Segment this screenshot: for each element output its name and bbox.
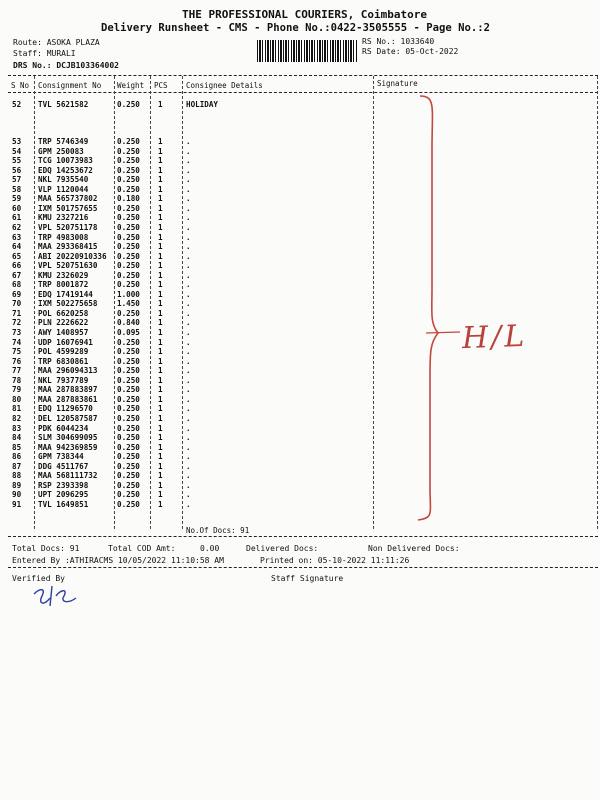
row-sno: 88 — [12, 471, 22, 481]
row-sno: 86 — [12, 452, 22, 462]
row-consignee: . — [186, 375, 191, 385]
row-sno: 73 — [12, 328, 22, 337]
row-pcs: 1 — [158, 308, 163, 318]
rs-date: RS Date: 05-Oct-2022 — [362, 47, 459, 56]
row-pcs: 1 — [158, 423, 163, 433]
row-sno: 81 — [12, 404, 22, 414]
row-consignee: . — [186, 184, 191, 194]
row-consignment: EDQ 14253672 — [38, 165, 93, 175]
row-consignee: . — [186, 280, 191, 290]
row-consignee: . — [186, 318, 191, 328]
row-consignee: . — [186, 308, 191, 318]
row-consignee: . — [186, 146, 191, 156]
row-consignee: . — [186, 490, 191, 500]
row-weight: 0.250 — [117, 308, 140, 318]
row-consignment: IXM 501757655 — [38, 203, 98, 213]
row-sno: 60 — [12, 203, 22, 213]
row-consignee: . — [186, 442, 191, 452]
table-top-rule — [8, 75, 598, 76]
row-sno: 78 — [12, 375, 22, 385]
col-header-consignee: Consignee Details — [186, 81, 263, 90]
row-weight: 0.250 — [117, 280, 140, 290]
row-consignment: TVL 5621582 — [38, 100, 89, 109]
row-pcs: 1 — [158, 413, 163, 423]
row-consignment: PDK 6044234 — [38, 423, 89, 433]
row-weight: 0.250 — [117, 261, 140, 271]
row-weight: 0.250 — [117, 251, 140, 261]
company-title: THE PROFESSIONAL COURIERS, Coimbatore — [182, 8, 428, 21]
row-consignee: . — [186, 356, 191, 366]
row-weight: 0.250 — [117, 184, 140, 194]
row-pcs: 1 — [158, 242, 163, 252]
barcode — [257, 40, 357, 62]
row-weight: 0.840 — [117, 318, 140, 328]
row-consignment: PLN 2226622 — [38, 318, 89, 328]
row-weight: 0.250 — [117, 366, 140, 376]
row-consignee: . — [186, 347, 191, 357]
row-consignment: EDQ 11296570 — [38, 404, 93, 414]
row-consignee: . — [186, 251, 191, 261]
row-consignment: VPL 520751178 — [38, 222, 98, 232]
row-sno: 76 — [12, 356, 22, 366]
row-consignee: . — [186, 328, 191, 337]
row-pcs: 1 — [158, 442, 163, 452]
row-consignee: . — [186, 366, 191, 376]
staff-label: Staff: MURALI — [13, 49, 76, 58]
row-weight: 0.250 — [117, 100, 140, 109]
row-sno: 64 — [12, 242, 22, 252]
row-sno: 84 — [12, 433, 22, 443]
row-consignment: AWY 1408957 — [38, 328, 89, 337]
row-weight: 0.180 — [117, 194, 140, 204]
row-consignment: TRP 4983008 — [38, 232, 89, 242]
row-weight: 0.250 — [117, 452, 140, 462]
row-weight: 0.250 — [117, 471, 140, 481]
verified-by-label: Verified By — [12, 574, 65, 583]
total-docs: Total Docs: 91 — [12, 544, 80, 553]
row-pcs: 1 — [158, 261, 163, 271]
row-consignee: . — [186, 289, 191, 299]
row-pcs: 1 — [158, 366, 163, 376]
row-pcs: 1 — [158, 375, 163, 385]
total-cod-value: 0.00 — [200, 544, 220, 553]
row-sno: 72 — [12, 318, 22, 328]
row-sno: 91 — [12, 499, 22, 509]
row-weight: 0.250 — [117, 480, 140, 490]
row-pcs: 1 — [158, 194, 163, 204]
col-header-pcs: PCS — [154, 81, 168, 90]
row-pcs: 1 — [158, 213, 163, 223]
footer-bottom-rule — [8, 567, 598, 568]
handwritten-mark: H/L — [461, 318, 528, 357]
row-consignment: TRP 8001872 — [38, 280, 89, 290]
verifier-signature — [30, 582, 80, 610]
row-consignment: DDG 4511767 — [38, 461, 89, 471]
row-consignment: EDQ 17419144 — [38, 289, 93, 299]
row-consignment: NKL 7935540 — [38, 175, 89, 185]
row-consignment: VLP 1120044 — [38, 184, 89, 194]
total-cod-label: Total COD Amt: — [108, 544, 176, 553]
row-sno: 68 — [12, 280, 22, 290]
row-pcs: 1 — [158, 289, 163, 299]
row-consignment: MAA 942369859 — [38, 442, 98, 452]
runsheet-title: Delivery Runsheet - CMS - Phone No.:0422-3505555 - Page No.:2 — [101, 22, 491, 34]
row-consignment: MAA 287883861 — [38, 394, 98, 404]
row-weight: 0.250 — [117, 356, 140, 366]
row-consignee: . — [186, 337, 191, 347]
row-sno: 79 — [12, 385, 22, 395]
row-weight: 0.250 — [117, 337, 140, 347]
row-weight: 0.250 — [117, 347, 140, 357]
row-pcs: 1 — [158, 404, 163, 414]
row-consignment: MAA 565737802 — [38, 194, 98, 204]
row-consignee: . — [186, 452, 191, 462]
row-sno: 70 — [12, 299, 22, 309]
row-pcs: 1 — [158, 452, 163, 462]
row-consignee: . — [186, 261, 191, 271]
row-consignee: . — [186, 222, 191, 232]
row-pcs: 1 — [158, 222, 163, 232]
row-consignment: RSP 2393398 — [38, 480, 89, 490]
row-sno: 59 — [12, 194, 22, 204]
row-weight: 0.250 — [117, 499, 140, 509]
staff-signature-label: Staff Signature — [271, 574, 344, 583]
row-pcs: 1 — [158, 146, 163, 156]
row-weight: 0.250 — [117, 222, 140, 232]
row-weight: 0.095 — [117, 328, 140, 337]
row-pcs: 1 — [158, 337, 163, 347]
row-consignment: GPM 250083 — [38, 146, 84, 156]
row-weight: 0.250 — [117, 175, 140, 185]
row-pcs: 1 — [158, 471, 163, 481]
row-sno: 54 — [12, 146, 22, 156]
row-consignment: MAA 293368415 — [38, 242, 98, 252]
row-consignee: . — [186, 480, 191, 490]
row-pcs: 1 — [158, 328, 163, 337]
row-consignment: DEL 120587587 — [38, 413, 98, 423]
row-consignee: . — [186, 194, 191, 204]
row-consignment: SLM 304699095 — [38, 433, 98, 443]
row-pcs: 1 — [158, 461, 163, 471]
footer-top-rule — [8, 536, 598, 537]
non-delivered-docs: Non Delivered Docs: — [368, 544, 460, 553]
row-pcs: 1 — [158, 356, 163, 366]
row-consignment: ABI 20220910336 — [38, 251, 107, 261]
row-sno: 58 — [12, 184, 22, 194]
row-weight: 0.250 — [117, 156, 140, 166]
row-sno: 83 — [12, 423, 22, 433]
row-consignee: . — [186, 499, 191, 509]
row-consignment: TVL 1649851 — [38, 499, 89, 509]
row-consignee: . — [186, 404, 191, 414]
row-pcs: 1 — [158, 280, 163, 290]
row-weight: 0.250 — [117, 490, 140, 500]
row-consignment: IXM 502275658 — [38, 299, 98, 309]
row-consignee: . — [186, 385, 191, 395]
row-consignee: . — [186, 413, 191, 423]
row-sno: 63 — [12, 232, 22, 242]
row-consignment: TCG 10073983 — [38, 156, 93, 166]
row-pcs: 1 — [158, 100, 163, 109]
row-consignment: TRP 6830861 — [38, 356, 89, 366]
row-weight: 0.250 — [117, 375, 140, 385]
row-consignment: MAA 287883897 — [38, 385, 98, 395]
row-pcs: 1 — [158, 165, 163, 175]
row-sno: 77 — [12, 366, 22, 376]
row-sno: 89 — [12, 480, 22, 490]
row-sno: 82 — [12, 413, 22, 423]
row-sno: 71 — [12, 308, 22, 318]
row-weight: 0.250 — [117, 394, 140, 404]
row-sno: 74 — [12, 337, 22, 347]
row-pcs: 1 — [158, 251, 163, 261]
row-sno: 62 — [12, 222, 22, 232]
row-pcs: 1 — [158, 480, 163, 490]
row-weight: 0.250 — [117, 232, 140, 242]
row-consignee: . — [186, 213, 191, 223]
row-consignment: POL 6620258 — [38, 308, 89, 318]
row-weight: 0.250 — [117, 423, 140, 433]
row-sno: 85 — [12, 442, 22, 452]
row-consignee: . — [186, 175, 191, 185]
row-pcs: 1 — [158, 156, 163, 166]
row-sno: 75 — [12, 347, 22, 357]
row-consignee: . — [186, 242, 191, 252]
row-consignment: TRP 5746349 — [38, 137, 89, 146]
row-weight: 0.250 — [117, 137, 140, 146]
row-sno: 67 — [12, 270, 22, 280]
row-consignee: . — [186, 394, 191, 404]
row-pcs: 1 — [158, 299, 163, 309]
printed-on: Printed on: 05-10-2022 11:11:26 — [260, 556, 410, 565]
row-consignee: . — [186, 137, 191, 146]
row-weight: 1.000 — [117, 289, 140, 299]
row-consignment: UDP 16076941 — [38, 337, 93, 347]
row-weight: 0.250 — [117, 413, 140, 423]
no-of-docs: No.Of Docs: 91 — [186, 526, 250, 535]
row-weight: 1.450 — [117, 299, 140, 309]
row-pcs: 1 — [158, 175, 163, 185]
row-pcs: 1 — [158, 433, 163, 443]
row-weight: 0.250 — [117, 203, 140, 213]
row-consignee: . — [186, 299, 191, 309]
row-sno: 65 — [12, 251, 22, 261]
row-consignee: . — [186, 471, 191, 481]
col-header-consignment: Consignment No — [38, 81, 102, 90]
row-consignee: HOLIDAY — [186, 100, 219, 109]
row-pcs: 1 — [158, 184, 163, 194]
row-consignee: . — [186, 270, 191, 280]
row-sno: 57 — [12, 175, 22, 185]
row-pcs: 1 — [158, 232, 163, 242]
row-weight: 0.250 — [117, 385, 140, 395]
row-consignment: KMU 2326029 — [38, 270, 89, 280]
row-weight: 0.250 — [117, 165, 140, 175]
col-header-weight: Weight — [117, 81, 145, 90]
row-consignment: MAA 296094313 — [38, 366, 98, 376]
row-sno: 66 — [12, 261, 22, 271]
row-sno: 52 — [12, 100, 22, 109]
delivered-docs: Delivered Docs: — [246, 544, 319, 553]
row-weight: 0.250 — [117, 213, 140, 223]
row-consignment: POL 4599289 — [38, 347, 89, 357]
signature-brace — [400, 88, 600, 528]
drs-number: DRS No.: DCJB103364002 — [13, 61, 119, 70]
col-header-signature: Signature — [377, 79, 418, 88]
row-pcs: 1 — [158, 385, 163, 395]
row-weight: 0.250 — [117, 404, 140, 414]
row-weight: 0.250 — [117, 433, 140, 443]
row-weight: 0.250 — [117, 442, 140, 452]
row-sno: 80 — [12, 394, 22, 404]
row-pcs: 1 — [158, 203, 163, 213]
row-consignee: . — [186, 423, 191, 433]
row-sno: 53 — [12, 137, 22, 146]
row-consignee: . — [186, 433, 191, 443]
row-pcs: 1 — [158, 137, 163, 146]
row-consignee: . — [186, 461, 191, 471]
rs-number: RS No.: 1033640 — [362, 37, 435, 46]
row-sno: 69 — [12, 289, 22, 299]
row-weight: 0.250 — [117, 461, 140, 471]
row-sno: 56 — [12, 165, 22, 175]
row-sno: 55 — [12, 156, 22, 166]
route-label: Route: ASOKA PLAZA — [13, 38, 100, 47]
col-header-sno: S No — [11, 81, 30, 90]
row-pcs: 1 — [158, 318, 163, 328]
row-pcs: 1 — [158, 347, 163, 357]
row-consignee: . — [186, 156, 191, 166]
row-pcs: 1 — [158, 270, 163, 280]
row-pcs: 1 — [158, 490, 163, 500]
row-consignee: . — [186, 165, 191, 175]
row-consignment: VPL 520751630 — [38, 261, 98, 271]
row-pcs: 1 — [158, 394, 163, 404]
row-consignee: . — [186, 232, 191, 242]
row-weight: 0.250 — [117, 242, 140, 252]
row-sno: 87 — [12, 461, 22, 471]
row-consignment: GPM 738344 — [38, 452, 84, 462]
row-weight: 0.250 — [117, 270, 140, 280]
row-sno: 90 — [12, 490, 22, 500]
row-pcs: 1 — [158, 499, 163, 509]
row-sno: 61 — [12, 213, 22, 223]
row-consignment: UPT 2096295 — [38, 490, 89, 500]
row-consignee: . — [186, 203, 191, 213]
entered-by: Entered By :ATHIRACMS 10/05/2022 11:10:58 AM — [12, 556, 224, 565]
row-consignment: NKL 7937789 — [38, 375, 89, 385]
row-consignment: MAA 568111732 — [38, 471, 98, 481]
row-consignment: KMU 2327216 — [38, 213, 89, 223]
row-weight: 0.250 — [117, 146, 140, 156]
